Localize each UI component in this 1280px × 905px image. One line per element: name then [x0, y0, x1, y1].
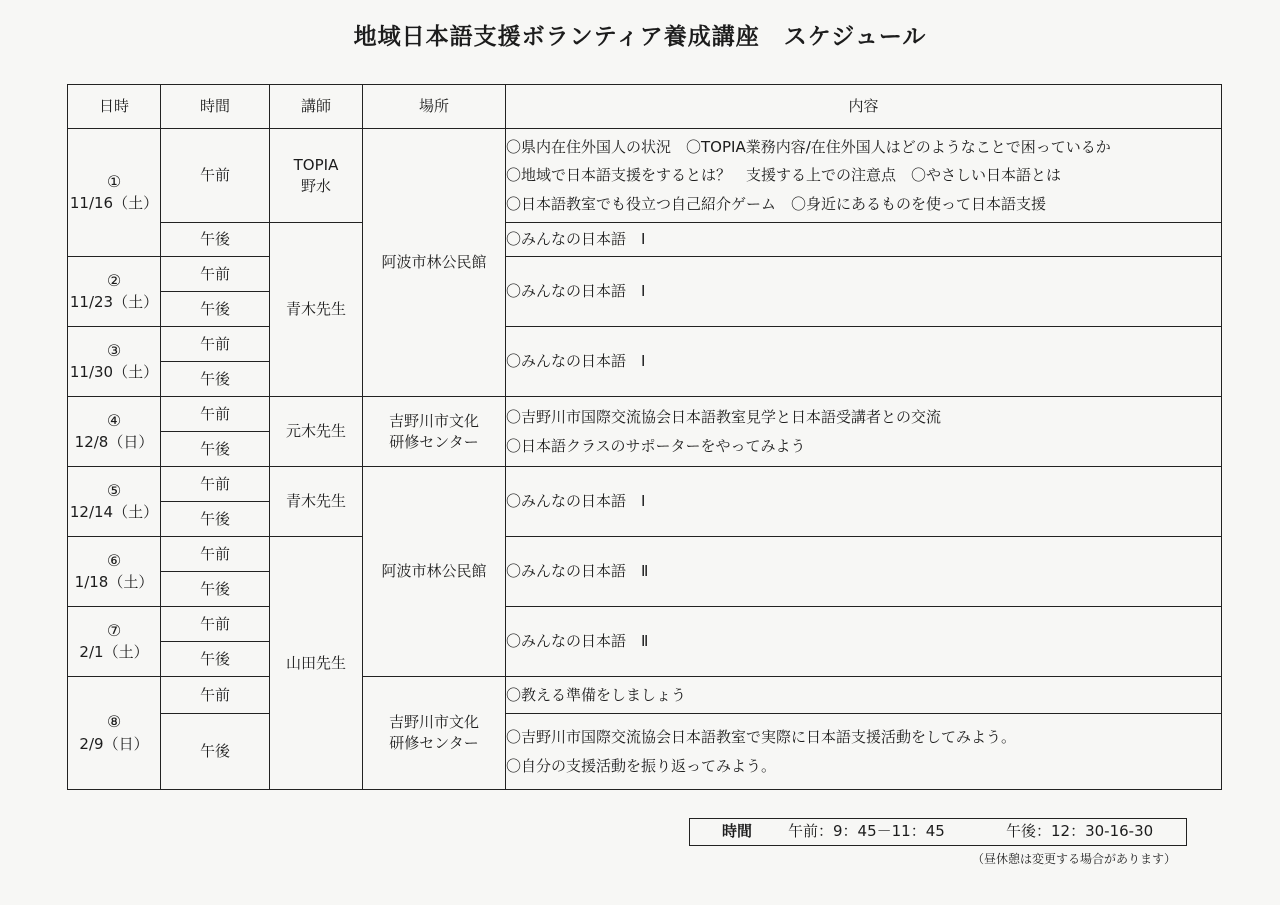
table-row	[68, 257, 1222, 292]
session-number: ⑧	[106, 712, 122, 732]
content-cell	[506, 714, 1222, 790]
time-cell: 午前	[161, 397, 270, 432]
header-instructor: 講師	[270, 85, 363, 129]
session-date: 11/23（土）	[69, 293, 159, 312]
content-cell: 〇みんなの日本語 Ⅰ	[506, 467, 1222, 537]
time-info-label: 時間	[722, 822, 753, 840]
session-date: 2/1（土）	[79, 643, 149, 662]
time-cell: 午後	[161, 642, 270, 677]
header-row	[68, 85, 1222, 129]
instructor-cell: 青木先生	[270, 467, 363, 537]
session-date: 12/14（土）	[69, 503, 159, 522]
table-row	[68, 467, 1222, 502]
session-date-cell	[68, 129, 161, 257]
instructor-line: 野水	[300, 176, 331, 195]
content-line: 〇県内在住外国人の状況 〇TOPIA業務内容/在住外国人はどのようなことで困っているか	[506, 137, 1111, 156]
instructor-cell	[270, 129, 363, 223]
session-date: 11/30（土）	[69, 363, 159, 382]
time-cell: 午後	[161, 223, 270, 257]
table-row	[68, 129, 1222, 223]
session-number: ⑦	[106, 620, 122, 640]
session-number: ②	[106, 270, 122, 290]
table-row	[68, 537, 1222, 572]
content-cell: 〇みんなの日本語 Ⅰ	[506, 257, 1222, 327]
content-line: 〇日本語教室でも役立つ自己紹介ゲーム 〇身近にあるものを使って日本語支援	[506, 194, 1047, 213]
time-cell: 午前	[161, 129, 270, 223]
place-line: 吉野川市文化	[388, 713, 479, 731]
table-row	[68, 607, 1222, 642]
instructor-cell: 青木先生	[270, 223, 363, 397]
instructor-cell: 山田先生	[270, 537, 363, 790]
content-line: 〇自分の支援活動を振り返ってみよう。	[506, 756, 777, 775]
instructor-cell: 元木先生	[270, 397, 363, 467]
time-cell: 午前	[161, 607, 270, 642]
lunch-break-note: （昼休憩は変更する場合があります）	[971, 852, 1176, 866]
session-number: ⑥	[106, 550, 122, 570]
table-row	[68, 677, 1222, 714]
header-time: 時間	[161, 85, 270, 129]
session-date: 2/9（日）	[79, 734, 149, 753]
content-cell: 〇みんなの日本語 Ⅰ	[506, 223, 1222, 257]
content-cell	[506, 397, 1222, 467]
table-row	[68, 327, 1222, 362]
time-cell: 午前	[161, 257, 270, 292]
content-cell	[506, 129, 1222, 223]
time-cell: 午後	[161, 572, 270, 607]
time-cell: 午後	[161, 432, 270, 467]
content-line: 〇吉野川市国際交流協会日本語教室見学と日本語受講者との交流	[506, 408, 942, 426]
time-info-box	[689, 818, 1187, 846]
session-date-cell	[68, 677, 161, 790]
place-line: 研修センター	[389, 432, 479, 451]
table-row	[68, 397, 1222, 432]
time-info-am: 午前：9：45－11：45	[788, 822, 945, 840]
place-cell	[363, 397, 506, 467]
place-line: 吉野川市文化	[388, 411, 479, 430]
schedule-table	[67, 84, 1222, 790]
time-cell: 午前	[161, 537, 270, 572]
place-cell: 阿波市林公民館	[363, 129, 506, 397]
content-line: 〇地域で日本語支援をするとは？ 支援する上での注意点 〇やさしい日本語とは	[506, 166, 1062, 185]
table-row	[68, 714, 1222, 790]
time-cell: 午前	[161, 327, 270, 362]
page-title: 地域日本語支援ボランティア養成講座 スケジュール	[353, 24, 927, 50]
place-line: 研修センター	[389, 734, 479, 752]
content-cell: 〇教える準備をしましょう	[506, 677, 1222, 714]
session-date-cell	[68, 467, 161, 537]
time-cell: 午前	[161, 467, 270, 502]
time-cell: 午前	[161, 677, 270, 714]
session-number: ⑤	[106, 480, 122, 500]
session-date-cell	[68, 397, 161, 467]
place-cell	[363, 677, 506, 790]
time-cell: 午後	[161, 362, 270, 397]
session-date: 12/8（日）	[74, 433, 154, 452]
content-line: 〇吉野川市国際交流協会日本語教室で実際に日本語支援活動をしてみよう。	[506, 728, 1017, 746]
content-cell: 〇みんなの日本語 Ⅱ	[506, 607, 1222, 677]
session-date: 11/16（土）	[69, 194, 159, 213]
content-cell: 〇みんなの日本語 Ⅰ	[506, 327, 1222, 397]
time-cell: 午後	[161, 714, 270, 790]
session-number: ③	[106, 340, 122, 360]
session-number: ④	[106, 410, 122, 430]
content-cell: 〇みんなの日本語 Ⅱ	[506, 537, 1222, 607]
session-date-cell	[68, 327, 161, 397]
header-place: 場所	[363, 85, 506, 129]
time-cell: 午後	[161, 502, 270, 537]
session-date-cell	[68, 607, 161, 677]
session-number: ①	[106, 171, 122, 191]
session-date-cell	[68, 537, 161, 607]
instructor-line: TOPIA	[293, 155, 339, 174]
header-date: 日時	[68, 85, 161, 129]
header-content: 内容	[506, 85, 1222, 129]
content-line: 〇日本語クラスのサポーターをやってみよう	[506, 436, 806, 455]
time-info-pm: 午後：12：30-16-30	[1006, 822, 1154, 840]
table-row	[68, 223, 1222, 257]
time-cell: 午後	[161, 292, 270, 327]
place-cell: 阿波市林公民館	[363, 467, 506, 677]
session-date-cell	[68, 257, 161, 327]
session-date: 1/18（土）	[74, 573, 154, 592]
